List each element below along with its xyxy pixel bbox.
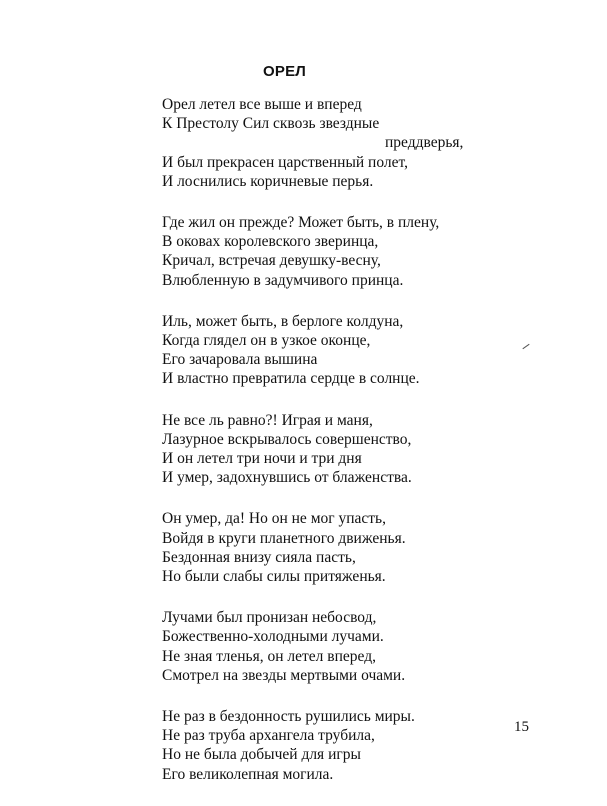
poem-line: Смотрел на звезды мертвыми очами. bbox=[162, 666, 406, 684]
poem-line: И лоснились коричневые перья. bbox=[162, 172, 374, 190]
stanza-2 bbox=[162, 213, 542, 290]
poem-line: И умер, задохнувшись от блаженства. bbox=[162, 469, 412, 487]
poem-line: Не раз труба архангела трубила, bbox=[162, 727, 375, 745]
poem-line-continuation: преддверья, bbox=[385, 134, 464, 152]
poem-line: Не зная тленья, он летел вперед, bbox=[162, 647, 376, 665]
poem-line: Иль, может быть, в берлоге колдуна, bbox=[162, 312, 404, 330]
poem-line: И был прекрасен царственный полет, bbox=[162, 153, 408, 171]
poem-line: Он умер, да! Но он не мог упасть, bbox=[162, 510, 387, 528]
poem-line: И властно превратила сердце в солнце. bbox=[162, 370, 420, 388]
poem-line: Орел летел все выше и вперед bbox=[162, 96, 362, 113]
poem-line: Но были слабы силы притяженья. bbox=[162, 568, 386, 586]
poem-line: Его зачаровала вышина bbox=[162, 351, 318, 369]
poem-line: К Престолу Сил сквозь звездные bbox=[162, 115, 380, 133]
poem-line: Лазурное вскрывалось совершенство, bbox=[162, 430, 412, 448]
poem-line: В оковах королевского зверинца, bbox=[162, 233, 379, 251]
poem-line: Войдя в круги планетного движенья. bbox=[162, 529, 406, 547]
poem-title: ОРЕЛ bbox=[263, 63, 307, 80]
poem-line: Его великолепная могила. bbox=[162, 765, 334, 783]
poem-line: Когда глядел он в узкое оконце, bbox=[162, 332, 371, 350]
poem-line: Бездонная внизу сияла пасть, bbox=[162, 548, 356, 566]
stanza-7 bbox=[162, 707, 542, 784]
stanza-4 bbox=[162, 411, 542, 488]
poem-line: Божественно-холодными лучами. bbox=[162, 628, 384, 646]
poem-line: И он летел три ночи и три дня bbox=[162, 450, 362, 468]
stanza-5 bbox=[162, 509, 542, 586]
poem-line: Где жил он прежде? Может быть, в плену, bbox=[162, 214, 440, 232]
poem-line: Не все ль равно?! Играя и маня, bbox=[162, 411, 373, 429]
poem-line: Не раз в бездонность рушились миры. bbox=[162, 708, 415, 726]
poem-line: Но не была добычей для игры bbox=[162, 746, 361, 764]
stanza-3 bbox=[162, 312, 542, 389]
poem-line: Кричал, встречая девушку-весну, bbox=[162, 252, 381, 270]
poem-body bbox=[162, 95, 542, 806]
stanza-1 bbox=[162, 95, 542, 191]
page-number: 15 bbox=[514, 719, 529, 735]
poem-line: Влюбленную в задумчивого принца. bbox=[162, 271, 404, 289]
stanza-6 bbox=[162, 608, 542, 685]
poem-line: Лучами был пронизан небосвод, bbox=[162, 609, 377, 627]
